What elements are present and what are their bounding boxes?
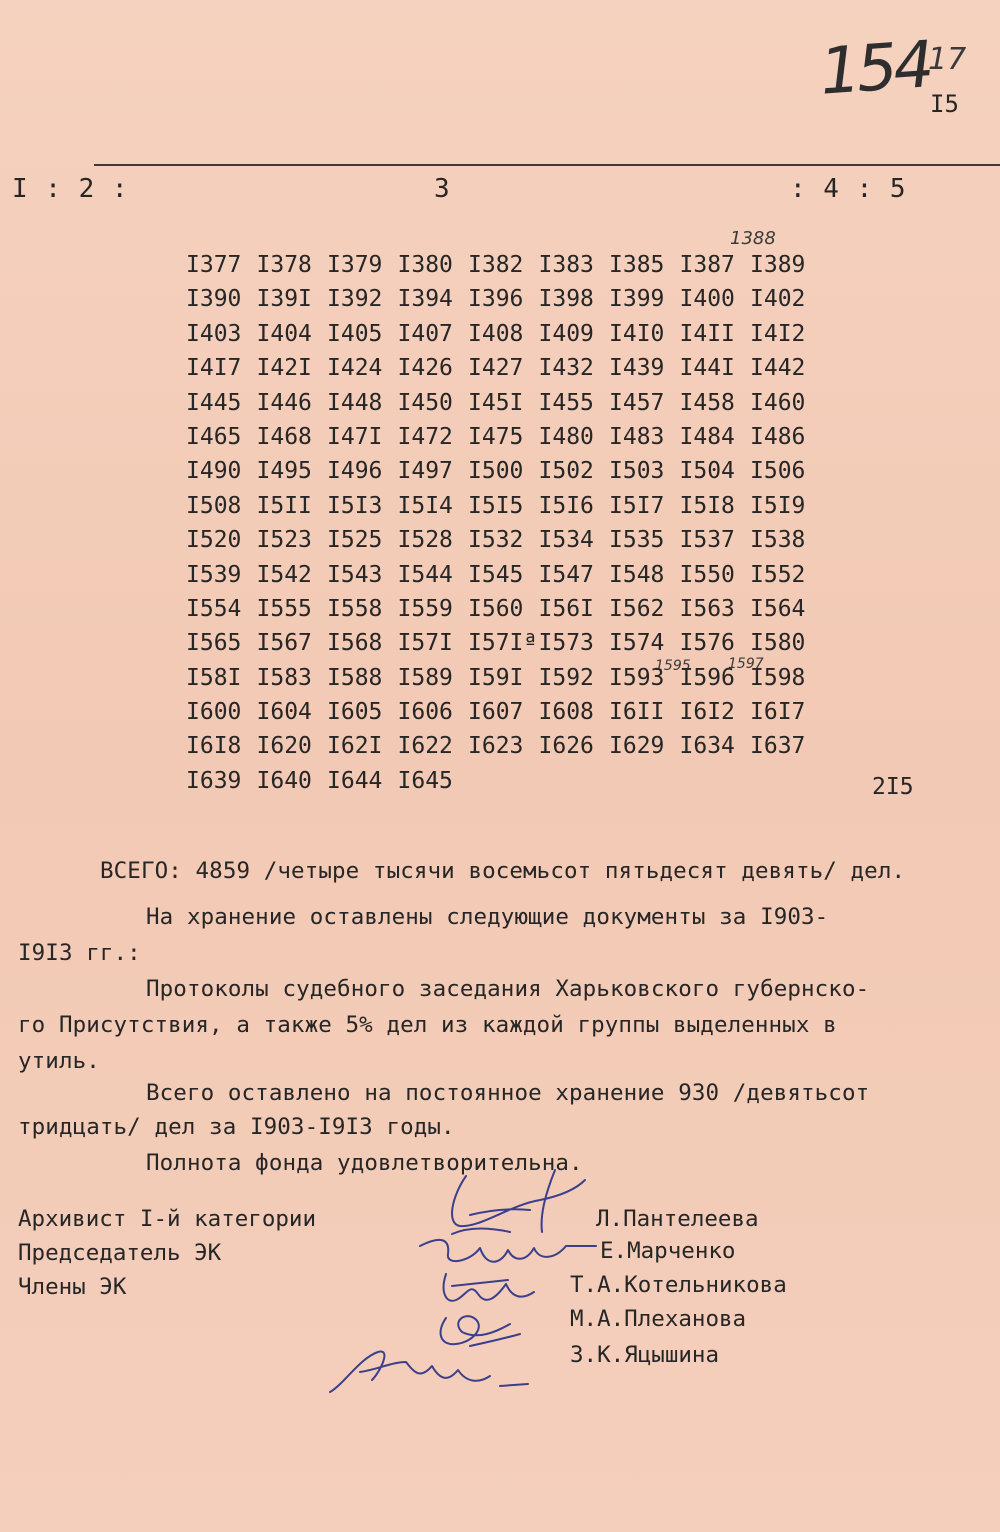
case-number: I56I: [538, 595, 594, 622]
case-number: I445: [186, 389, 242, 416]
case-number: I42I: [256, 355, 312, 382]
case-number: I542: [256, 561, 312, 588]
case-number: I377: [186, 252, 242, 278]
case-number: I450: [397, 389, 453, 416]
case-number: I6II: [609, 699, 665, 726]
case-number: I592: [538, 664, 594, 691]
case-number: I626: [538, 733, 594, 760]
case-number: I506: [750, 458, 806, 485]
case-number: I538: [750, 527, 806, 554]
case-number: I576: [679, 630, 735, 657]
case-number: I564: [750, 595, 806, 622]
case-number: I639: [186, 767, 242, 794]
signature-3: [444, 1274, 534, 1301]
case-number: I608: [538, 699, 594, 726]
signatory-role: Члены ЭК: [18, 1274, 127, 1300]
case-number: I545: [468, 561, 524, 588]
paragraph-line: Протоколы судебного заседания Харьковского губернско-: [146, 976, 870, 1002]
case-number: I455: [538, 389, 594, 416]
handwritten-folio-number: 154: [817, 28, 933, 110]
total-line: ВСЕГО: 4859 /четыре тысячи восемьсот пятьдесят девять/ дел.: [100, 858, 906, 884]
case-number: I5I3: [327, 492, 383, 519]
column-header-left: I : 2 :: [12, 174, 129, 204]
case-number: I629: [609, 733, 665, 760]
handwritten-note: 1595: [655, 658, 691, 674]
signatory-name: З.К.Яцышина: [570, 1342, 720, 1368]
case-number: I383: [538, 252, 594, 278]
case-number: I596: [679, 664, 735, 691]
case-number: I559: [397, 595, 453, 622]
subtotal: 2I5: [872, 774, 914, 800]
column-header-right: : 4 : 5: [790, 174, 907, 204]
case-number: I5I7: [609, 492, 665, 519]
paragraph-line: I9I3 гг.:: [18, 940, 141, 966]
case-number: I6I8: [186, 733, 242, 760]
case-number: I57I: [397, 630, 453, 657]
case-number: I5I9: [750, 492, 806, 519]
case-number: I409: [538, 320, 594, 347]
case-number: I4II: [679, 320, 735, 347]
header-rule: [94, 164, 1000, 166]
case-number: I400: [679, 286, 735, 313]
case-number: I598: [750, 664, 806, 691]
case-number: I458: [679, 389, 735, 416]
case-number: I6I7: [750, 699, 806, 726]
case-number: I39I: [256, 286, 312, 313]
case-number: I465: [186, 423, 242, 450]
case-number: I537: [679, 527, 735, 554]
signature-2: [420, 1229, 596, 1262]
case-number: I484: [679, 423, 735, 450]
case-number: I475: [468, 423, 524, 450]
case-number: I457: [609, 389, 665, 416]
case-number: I580: [750, 630, 806, 657]
handwritten-note: 1597: [728, 656, 764, 672]
case-number: I480: [538, 423, 594, 450]
case-number: I539: [186, 561, 242, 588]
paragraph-line: На хранение оставлены следующие документы за I903-: [146, 904, 829, 930]
case-number: I44I: [679, 355, 735, 382]
case-number: I448: [327, 389, 383, 416]
case-number: I634: [679, 733, 735, 760]
case-number: I622: [397, 733, 453, 760]
paragraph-line: тридцать/ дел за I903-I9I3 годы.: [18, 1114, 455, 1140]
case-number: I535: [609, 527, 665, 554]
case-number: I504: [679, 458, 735, 485]
case-number: I426: [397, 355, 453, 382]
case-number: I460: [750, 389, 806, 416]
case-number: I645: [397, 767, 453, 794]
case-number: I500: [468, 458, 524, 485]
paragraph-line: Полнота фонда удовлетворительна.: [146, 1150, 583, 1176]
signatory-name: Л.Пантелеева: [596, 1206, 759, 1232]
case-number: I5I5: [468, 492, 524, 519]
case-number: I47I: [327, 423, 383, 450]
case-number: I555: [256, 595, 312, 622]
case-number: I534: [538, 527, 594, 554]
case-number: I486: [750, 423, 806, 450]
page-number: I5: [930, 90, 959, 118]
column-header-middle: 3: [434, 174, 451, 204]
case-number: I644: [327, 767, 383, 794]
case-number: I5I4: [397, 492, 453, 519]
case-number: I432: [538, 355, 594, 382]
case-number: I6I2: [679, 699, 735, 726]
case-number: I399: [609, 286, 665, 313]
case-number: I528: [397, 527, 453, 554]
case-number: I403: [186, 320, 242, 347]
paragraph-line: Всего оставлено на постоянное хранение 930 /девятьсот: [146, 1080, 870, 1106]
case-number: I497: [397, 458, 453, 485]
signature-5: [330, 1352, 528, 1392]
case-number: I620: [256, 733, 312, 760]
case-number: I378: [256, 252, 312, 278]
case-number: I574: [609, 630, 665, 657]
signature-1: [452, 1170, 585, 1232]
case-number: I394: [397, 286, 453, 313]
case-number: I562: [609, 595, 665, 622]
case-number: I503: [609, 458, 665, 485]
case-number: I472: [397, 423, 453, 450]
case-number: I404: [256, 320, 312, 347]
case-number: I408: [468, 320, 524, 347]
case-number: I558: [327, 595, 383, 622]
case-number: I605: [327, 699, 383, 726]
case-number: I396: [468, 286, 524, 313]
case-number: I563: [679, 595, 735, 622]
handwritten-note: 1388: [730, 228, 776, 249]
case-number: I606: [397, 699, 453, 726]
case-number: I442: [750, 355, 806, 382]
signatory-name: М.А.Плеханова: [570, 1306, 747, 1332]
case-number: I379: [327, 252, 383, 278]
signature-4: [441, 1316, 520, 1346]
case-number: I496: [327, 458, 383, 485]
handwritten-folio-small: 17: [928, 42, 967, 77]
case-number: I532: [468, 527, 524, 554]
case-number: I392: [327, 286, 383, 313]
case-number: I544: [397, 561, 453, 588]
case-number: I607: [468, 699, 524, 726]
case-number: I548: [609, 561, 665, 588]
paragraph-line: го Присутствия, а также 5% дел из каждой группы выделенных в: [18, 1012, 837, 1038]
case-number: I483: [609, 423, 665, 450]
case-number: I525: [327, 527, 383, 554]
signatory-name: Т.А.Котельникова: [570, 1272, 787, 1298]
case-number: I382: [468, 252, 524, 278]
case-number: I5II: [256, 492, 312, 519]
case-number: I523: [256, 527, 312, 554]
case-number: I405: [327, 320, 383, 347]
case-number: I520: [186, 527, 242, 554]
signatory-role: Архивист I-й категории: [18, 1206, 317, 1232]
case-number: I490: [186, 458, 242, 485]
case-number: I560: [468, 595, 524, 622]
case-number: I567: [256, 630, 312, 657]
signatory-name: Е.Марченко: [600, 1238, 736, 1264]
case-number: I45I: [468, 389, 524, 416]
case-number: I573: [538, 630, 594, 657]
case-number: I637: [750, 733, 806, 760]
case-number: I5I6: [538, 492, 594, 519]
case-number: I380: [397, 252, 453, 278]
case-number: I565: [186, 630, 242, 657]
case-number: I623: [468, 733, 524, 760]
case-number: I389: [750, 252, 806, 278]
case-number: I640: [256, 767, 312, 794]
case-number: I4I7: [186, 355, 242, 382]
case-number: I5I8: [679, 492, 735, 519]
case-number: I588: [327, 664, 383, 691]
case-number: I59I: [468, 664, 524, 691]
signatory-role: Председатель ЭК: [18, 1240, 222, 1266]
case-number: I600: [186, 699, 242, 726]
case-number: I502: [538, 458, 594, 485]
case-number: I604: [256, 699, 312, 726]
case-number: I495: [256, 458, 312, 485]
case-number: I58I: [186, 664, 242, 691]
case-number: I390: [186, 286, 242, 313]
case-number: I427: [468, 355, 524, 382]
case-number: I583: [256, 664, 312, 691]
case-number: I387: [679, 252, 735, 278]
case-number-grid: [186, 252, 821, 802]
case-number: I407: [397, 320, 453, 347]
case-number: I62I: [327, 733, 383, 760]
case-number: I508: [186, 492, 242, 519]
case-number: I593: [609, 664, 665, 691]
case-number: I446: [256, 389, 312, 416]
case-number: I57Iª: [468, 630, 538, 657]
case-number: I402: [750, 286, 806, 313]
case-number: I550: [679, 561, 735, 588]
case-number: I468: [256, 423, 312, 450]
case-number: I547: [538, 561, 594, 588]
case-number: I4I2: [750, 320, 806, 347]
case-number: I552: [750, 561, 806, 588]
case-number: I554: [186, 595, 242, 622]
case-number: I543: [327, 561, 383, 588]
case-number: I398: [538, 286, 594, 313]
case-number: I424: [327, 355, 383, 382]
case-number: I385: [609, 252, 665, 278]
case-number: I568: [327, 630, 383, 657]
paragraph-line: утиль.: [18, 1048, 100, 1074]
case-number: I439: [609, 355, 665, 382]
case-number: I589: [397, 664, 453, 691]
case-number: I4I0: [609, 320, 665, 347]
